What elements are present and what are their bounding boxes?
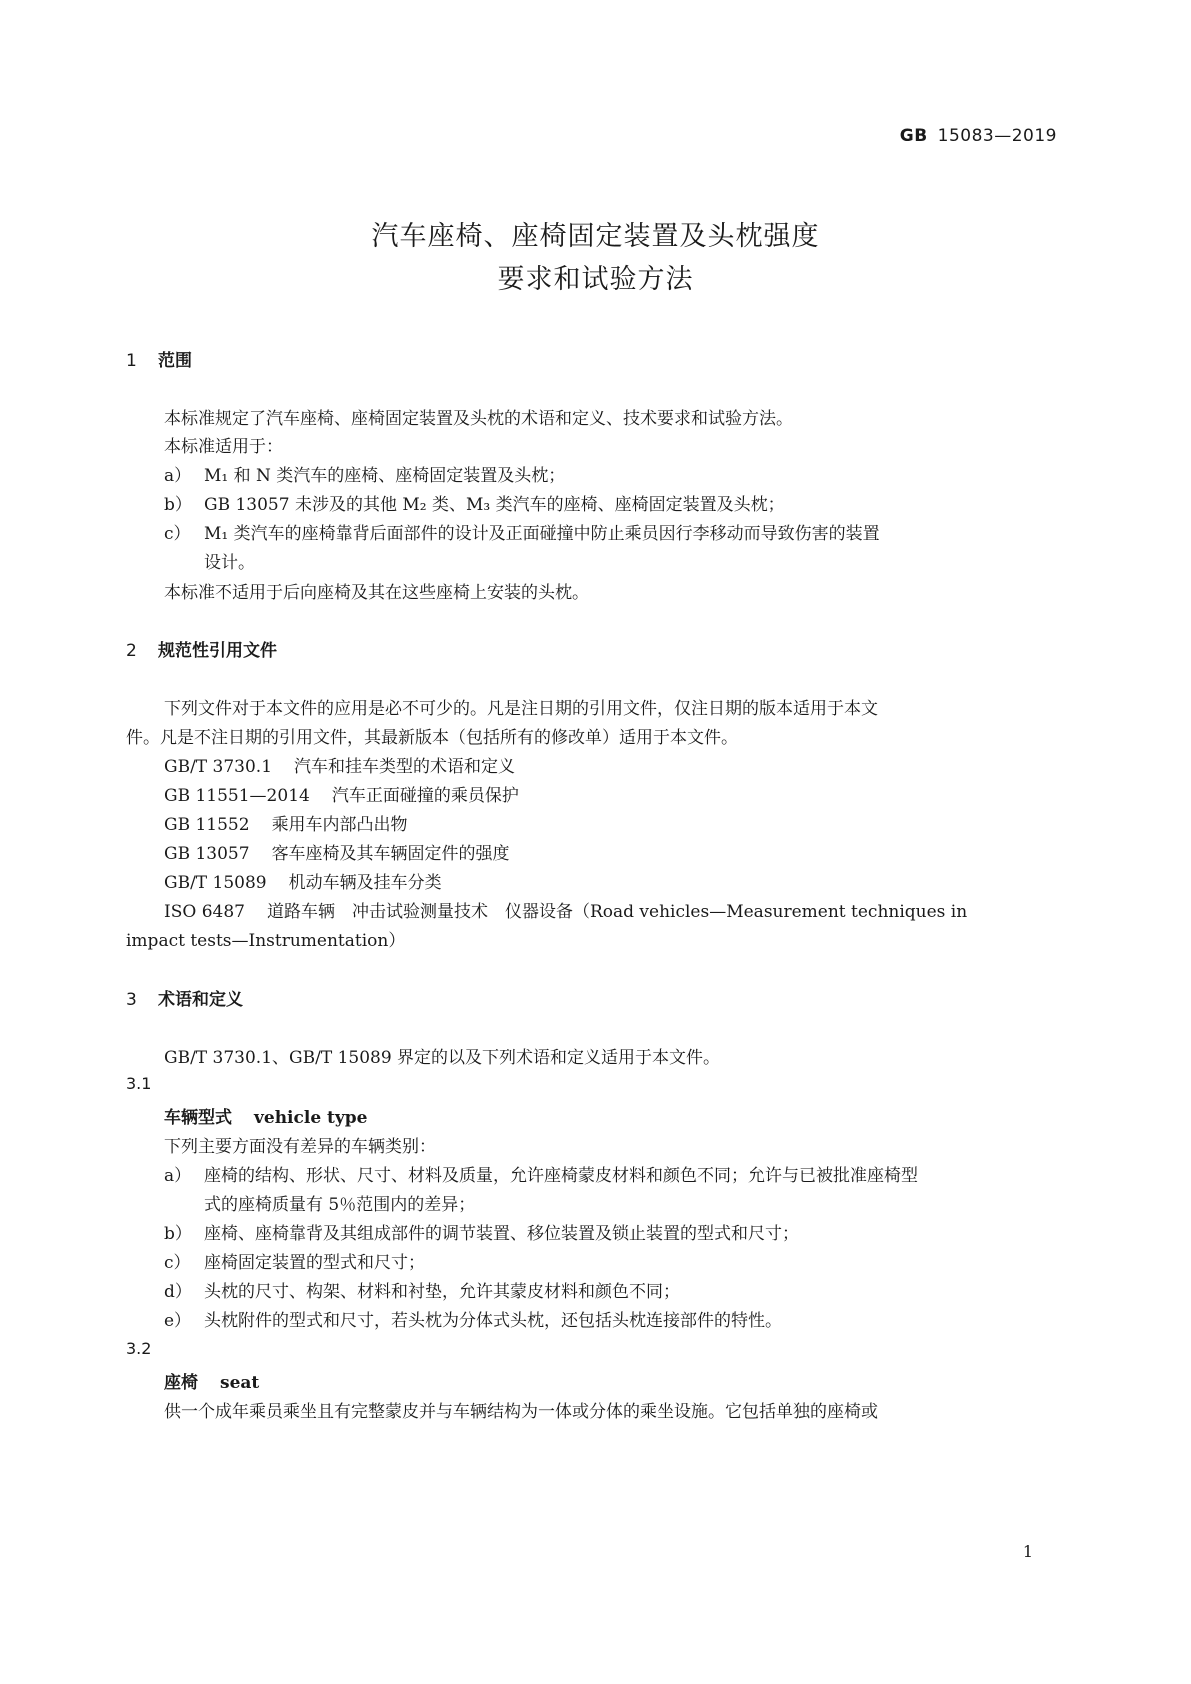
term-heading bbox=[164, 1103, 368, 1128]
reference-title: 道路车辆 冲击试验测量技术 仪器设备（Road vehicles—Measurement techniques in bbox=[266, 902, 968, 922]
document-title-line-2: 要求和试验方法 bbox=[497, 264, 694, 295]
section-number: 2 bbox=[126, 641, 137, 661]
reference-item bbox=[164, 810, 408, 835]
list-text-continuation: 设计。 bbox=[204, 553, 255, 573]
section-title: 范围 bbox=[158, 351, 192, 371]
list-item bbox=[164, 1277, 680, 1302]
list-marker: b） bbox=[164, 1224, 192, 1244]
standard-code bbox=[900, 126, 1057, 146]
reference-title: 汽车和挂车类型的术语和定义 bbox=[294, 757, 516, 777]
term-definition: 下列主要方面没有差异的车辆类别： bbox=[164, 1137, 436, 1157]
reference-code: GB 13057 bbox=[164, 844, 250, 864]
reference-code: GB/T 15089 bbox=[164, 873, 267, 893]
list-marker: a） bbox=[164, 1166, 192, 1186]
list-marker: c） bbox=[164, 1253, 191, 1273]
paragraph: 本标准适用于： bbox=[164, 437, 283, 457]
list-marker: d） bbox=[164, 1282, 192, 1302]
list-item bbox=[164, 1219, 799, 1244]
reference-code: GB/T 3730.1 bbox=[164, 757, 273, 777]
list-text: M₁ 类汽车的座椅靠背后面部件的设计及正面碰撞中防止乘员因行李移动而导致伤害的装置 bbox=[204, 524, 880, 544]
reference-title: 机动车辆及挂车分类 bbox=[288, 873, 442, 893]
list-item bbox=[164, 490, 785, 515]
list-text: 座椅的结构、形状、尺寸、材料及质量，允许座椅蒙皮材料和颜色不同；允许与已被批准座椅型 bbox=[204, 1166, 918, 1186]
section-3-heading bbox=[126, 985, 243, 1010]
standard-prefix: GB bbox=[899, 126, 928, 146]
section-title: 规范性引用文件 bbox=[158, 641, 277, 661]
section-1-heading bbox=[126, 346, 192, 371]
reference-title: 客车座椅及其车辆固定件的强度 bbox=[271, 844, 510, 864]
list-text: 座椅、座椅靠背及其组成部件的调节装置、移位装置及锁止装置的型式和尺寸； bbox=[204, 1224, 799, 1244]
reference-continuation: impact tests—Instrumentation） bbox=[126, 931, 406, 951]
list-item bbox=[164, 1306, 782, 1331]
term-definition: 供一个成年乘员乘坐且有完整蒙皮并与车辆结构为一体或分体的乘坐设施。它包括单独的座椅或 bbox=[164, 1402, 878, 1422]
list-text: M₁ 和 N 类汽车的座椅、座椅固定装置及头枕； bbox=[204, 466, 566, 486]
list-item bbox=[164, 519, 880, 544]
list-marker: a） bbox=[164, 466, 192, 486]
reference-item bbox=[164, 781, 519, 806]
reference-title: 乘用车内部凸出物 bbox=[271, 815, 408, 835]
reference-item bbox=[164, 839, 510, 864]
reference-item bbox=[164, 752, 515, 777]
document-title-line-1: 汽车座椅、座椅固定装置及头枕强度 bbox=[371, 221, 820, 252]
list-item bbox=[164, 1248, 425, 1273]
list-marker: b） bbox=[164, 495, 192, 515]
list-marker: e） bbox=[164, 1311, 192, 1331]
section-number: 3 bbox=[126, 990, 137, 1010]
reference-item bbox=[164, 868, 442, 893]
list-marker: c） bbox=[164, 524, 191, 544]
reference-code: ISO 6487 bbox=[164, 902, 245, 922]
term-zh: 车辆型式 bbox=[164, 1108, 232, 1128]
list-item bbox=[164, 461, 565, 486]
list-text-continuation: 式的座椅质量有 5％范围内的差异； bbox=[204, 1195, 476, 1215]
paragraph-continuation: 件。凡是不注日期的引用文件，其最新版本（包括所有的修改单）适用于本文件。 bbox=[126, 728, 738, 748]
term-zh: 座椅 bbox=[164, 1373, 198, 1393]
term-number: 3.1 bbox=[126, 1074, 152, 1093]
paragraph: GB/T 3730.1、GB/T 15089 界定的以及下列术语和定义适用于本文件。 bbox=[164, 1048, 721, 1068]
reference-code: GB 11552 bbox=[164, 815, 250, 835]
reference-code: GB 11551—2014 bbox=[164, 786, 310, 806]
list-text: 座椅固定装置的型式和尺寸； bbox=[204, 1253, 425, 1273]
term-heading bbox=[164, 1368, 259, 1393]
paragraph: 本标准不适用于后向座椅及其在这些座椅上安装的头枕。 bbox=[164, 583, 589, 603]
page-number: 1 bbox=[1022, 1542, 1033, 1561]
list-text: 头枕的尺寸、构架、材料和衬垫，允许其蒙皮材料和颜色不同； bbox=[204, 1282, 680, 1302]
section-number: 1 bbox=[126, 351, 137, 371]
section-2-heading bbox=[126, 636, 277, 661]
list-text: 头枕附件的型式和尺寸，若头枕为分体式头枕，还包括头枕连接部件的特性。 bbox=[204, 1311, 782, 1331]
term-en: seat bbox=[220, 1373, 260, 1393]
reference-title: 汽车正面碰撞的乘员保护 bbox=[331, 786, 519, 806]
paragraph: 本标准规定了汽车座椅、座椅固定装置及头枕的术语和定义、技术要求和试验方法。 bbox=[164, 409, 793, 429]
reference-item bbox=[164, 897, 967, 922]
term-en: vehicle type bbox=[254, 1108, 368, 1128]
list-text: GB 13057 未涉及的其他 M₂ 类、M₃ 类汽车的座椅、座椅固定装置及头枕； bbox=[204, 495, 785, 515]
section-title: 术语和定义 bbox=[158, 990, 243, 1010]
list-item bbox=[164, 1161, 918, 1186]
term-number: 3.2 bbox=[126, 1339, 152, 1358]
paragraph: 下列文件对于本文件的应用是必不可少的。凡是注日期的引用文件，仅注日期的版本适用于本文 bbox=[164, 699, 878, 719]
standard-number: 15083—2019 bbox=[937, 126, 1057, 146]
